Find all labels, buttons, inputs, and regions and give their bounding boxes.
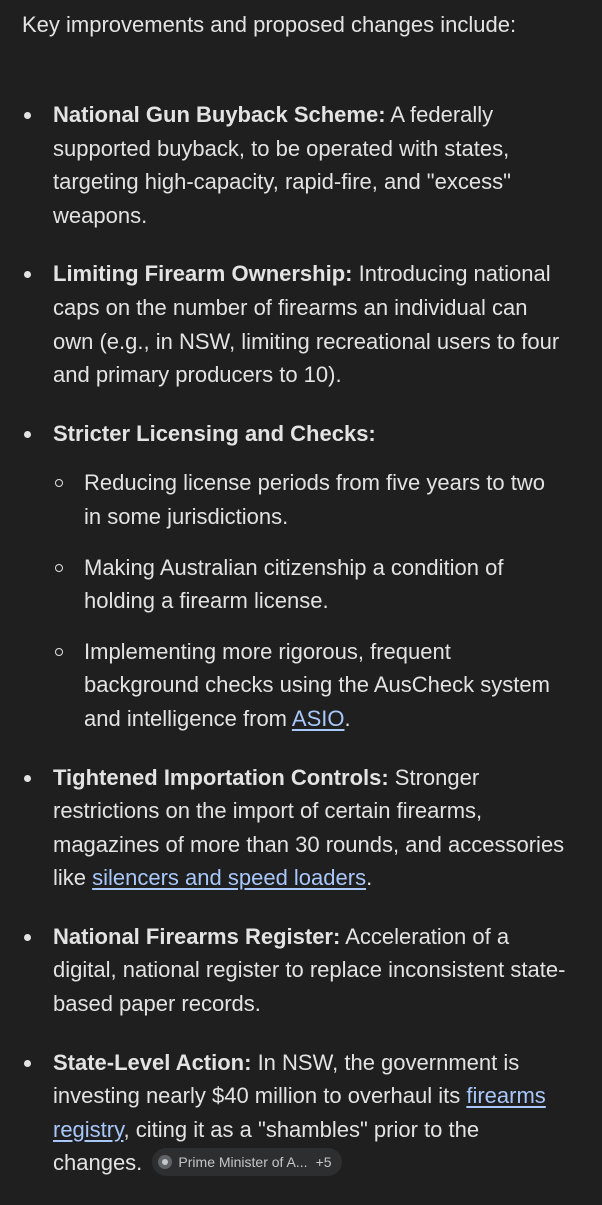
sub-list-item [53, 551, 566, 618]
circle-bullet-icon [55, 479, 63, 487]
source-globe-icon [158, 1155, 172, 1169]
circle-bullet-icon [55, 564, 63, 572]
asio-link[interactable]: ASIO [291, 705, 345, 731]
bullet-icon [24, 934, 31, 941]
firearms-registry-link[interactable]: firearms registry [53, 1083, 546, 1142]
sub-list-item [53, 635, 566, 736]
silencers-link[interactable]: silencers and speed loaders [92, 865, 367, 891]
circle-bullet-icon [55, 648, 63, 656]
source-chip[interactable] [152, 1148, 341, 1176]
item-title: State-Level Action: [53, 1049, 252, 1075]
sub-item-text: Implementing more rigorous, frequent background checks using the AusCheck system and intelligence from [84, 638, 550, 731]
item-title: Limiting Firearm Ownership: [53, 261, 353, 287]
list-item [0, 1046, 602, 1180]
item-text: A federally supported buyback, to be operated with states, targeting high-capacity, rapid-fire, and "excess" weapons. [53, 102, 511, 228]
list-item [0, 920, 602, 1021]
bullet-icon [24, 775, 31, 782]
item-text: Stronger restrictions on the import of certain firearms, magazines of more than 30 rounds, and accessories like [53, 764, 565, 891]
item-title: National Gun Buyback Scheme: [53, 102, 386, 127]
item-title: National Firearms Register: [53, 923, 341, 949]
sub-item-text: Making Australian citizenship a condition of holding a firearm license. [84, 554, 504, 614]
item-text: Introducing national caps on the number of firearms an individual can own (e.g., in NSW, limiting recreational users to four and primary producers to 10). [53, 261, 560, 388]
bullet-icon [24, 431, 31, 438]
list-item [0, 761, 602, 895]
bullet-icon [24, 112, 31, 119]
bullet-icon [24, 271, 31, 278]
list-item [0, 98, 602, 232]
item-text-end: , citing it as a "shambles" prior to the changes. [53, 1116, 480, 1176]
list-item [0, 417, 602, 736]
source-chip-count: +5 [315, 1153, 332, 1170]
sub-item-text: Reducing license periods from five years to two in some jurisdictions. [84, 470, 545, 529]
item-text-end: . [366, 865, 373, 891]
sub-list [53, 466, 566, 735]
improvements-list [0, 98, 602, 1205]
bullet-icon [24, 1060, 31, 1067]
item-text: Acceleration of a digital, national register to replace inconsistent state-based paper records. [53, 923, 566, 1017]
sub-item-text-end: . [344, 705, 351, 731]
sub-list-item [53, 466, 566, 533]
list-item [0, 257, 602, 391]
item-title: Tightened Importation Controls: [53, 764, 389, 790]
item-text: In NSW, the government is investing nearly $40 million to overhaul its [53, 1049, 520, 1109]
item-title: Stricter Licensing and Checks: [53, 420, 376, 446]
source-chip-label: Prime Minister of A... [178, 1153, 308, 1170]
intro-text: Key improvements and proposed changes include: [22, 12, 517, 37]
